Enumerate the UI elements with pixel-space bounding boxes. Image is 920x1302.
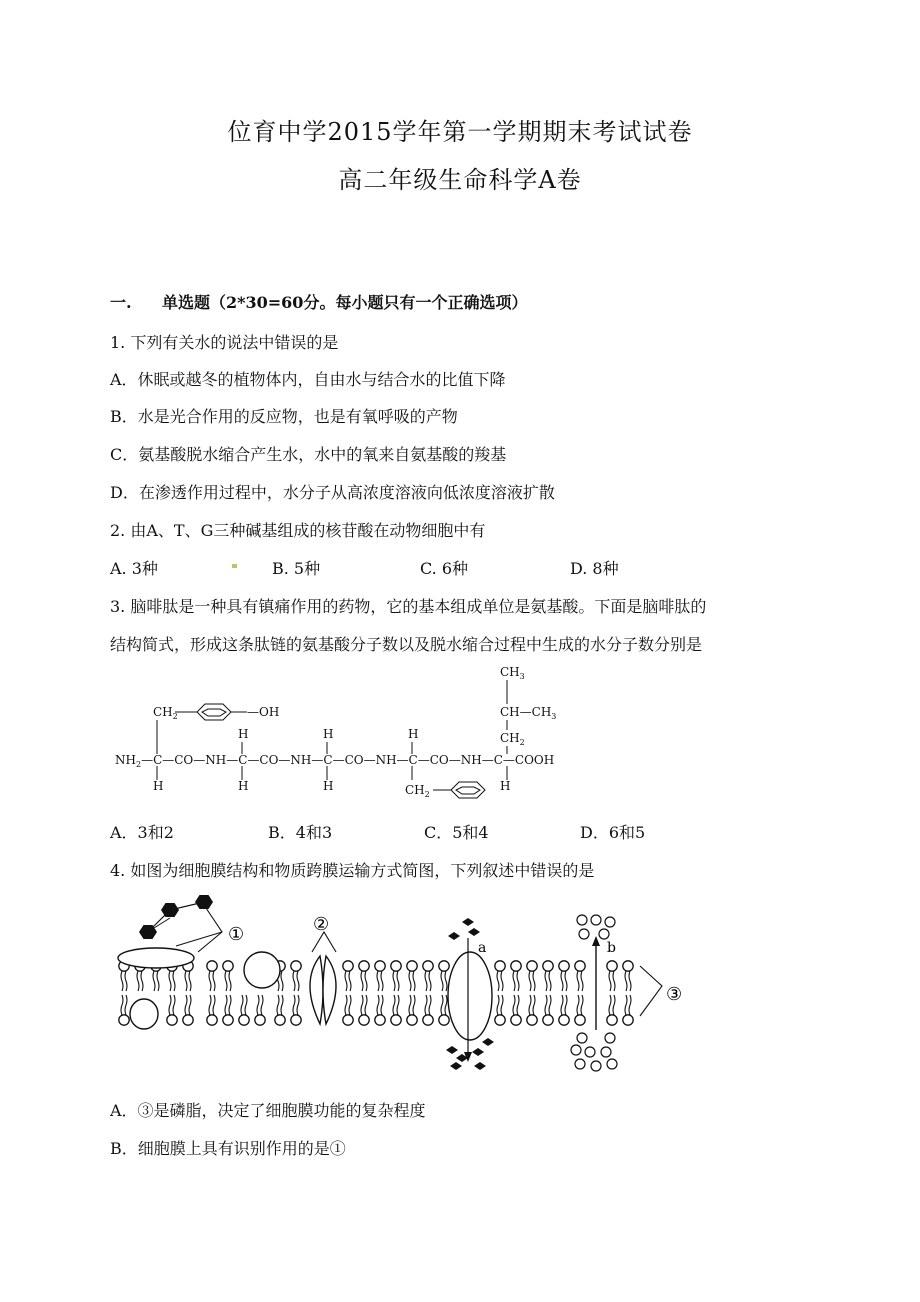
q1-option-d: D．在渗透作用过程中，水分子从高浓度溶液向低浓度溶液扩散 — [110, 483, 555, 502]
q3-stem-line1: 3. 脑啡肽是一种具有镇痛作用的药物，它的基本组成单位是氨基酸。下面是脑啡肽的 — [110, 597, 707, 616]
q3-options — [0, 820, 920, 842]
q3-option-d: D．6和5 — [580, 823, 646, 842]
label-2: ② — [313, 914, 330, 935]
label-b: b — [607, 940, 616, 956]
peptide-chain: $NH_2—C—CO—NH—C—CO—NH—C—CO—NH—C—CO—NH—C—COOH$ — [115, 753, 555, 769]
label-1-pointer — [176, 908, 222, 952]
q3-option-b: B．4和3 — [268, 823, 333, 842]
q1-option-b: B．水是光合作用的反应物，也是有氧呼吸的产物 — [110, 407, 458, 426]
channel-protein — [310, 956, 336, 1024]
h-down-3: H — [323, 779, 334, 793]
q2-option-a: A. 3种 — [110, 559, 158, 578]
q2-option-d: D. 8种 — [570, 559, 619, 578]
q4-option-a: A．③是磷脂，决定了细胞膜功能的复杂程度 — [110, 1101, 426, 1120]
free-diffusion-b — [592, 936, 600, 1030]
stray-mark — [232, 564, 237, 568]
q1-option-a: A．休眠或越冬的植物体内，自由水与结合水的比值下降 — [110, 370, 506, 389]
membrane-diagram — [110, 890, 700, 1080]
h-down-1: H — [153, 779, 164, 793]
label-3-pointer — [640, 966, 662, 1016]
h-down-5: H — [500, 779, 511, 793]
q1-stem: 1. 下列有关水的说法中错误的是 — [110, 333, 339, 352]
h-up-2: H — [238, 727, 249, 741]
phospholipid-bilayer — [119, 961, 633, 1025]
label-a: a — [478, 940, 487, 956]
h-up-4: H — [408, 727, 419, 741]
r1-ch2: $CH_2$ — [153, 705, 178, 721]
q2-stem: 2. 由A、T、G三种碱基组成的核苷酸在动物细胞中有 — [110, 521, 486, 540]
q2-options — [0, 556, 920, 578]
q2-option-c: C. 6种 — [420, 559, 469, 578]
solute-b-bottom — [571, 1033, 617, 1071]
q4-option-b: B．细胞膜上具有识别作用的是① — [110, 1139, 346, 1158]
peripheral-protein — [244, 952, 280, 988]
h-up-3: H — [323, 727, 334, 741]
q4-stem: 4. 如图为细胞膜结构和物质跨膜运输方式简图，下列叙述中错误的是 — [110, 861, 595, 880]
r5-ch3: $CH_3$ — [500, 665, 525, 681]
q2-option-b: B. 5种 — [272, 559, 321, 578]
h-down-2: H — [238, 779, 249, 793]
embedded-protein-small — [130, 999, 158, 1029]
exam-subtitle: 高二年级生命科学A卷 — [338, 166, 582, 194]
q1-option-c: C．氨基酸脱水缩合产生水，水中的氧来自氨基酸的羧基 — [110, 445, 507, 464]
r1-oh: —OH — [247, 705, 280, 719]
peptide-formula — [105, 660, 585, 800]
q3-option-a: A．3和2 — [110, 823, 174, 842]
solute-a-top — [448, 918, 480, 940]
r4-ch2: $CH_2$ — [405, 783, 430, 799]
r5-ch-ch3: $CH—CH_3$ — [500, 705, 557, 721]
label-3: ③ — [666, 984, 683, 1005]
q3-option-c: C．5和4 — [424, 823, 489, 842]
glycoprotein — [118, 895, 213, 968]
r5-ch2: $CH_2$ — [500, 731, 525, 747]
exam-title: 位育中学2015学年第一学期期末考试试卷 — [227, 118, 693, 146]
q3-stem-line2: 结构简式，形成这条肽链的氨基酸分子数以及脱水缩合过程中生成的水分子数分别是 — [110, 635, 703, 654]
solute-b-top — [577, 915, 615, 939]
label-2-pointer — [312, 932, 336, 952]
label-1: ① — [228, 924, 245, 945]
section-heading: 单选题（2*30=60分。每小题只有一个正确选项） — [162, 293, 528, 312]
section-number: 一. — [110, 293, 132, 312]
